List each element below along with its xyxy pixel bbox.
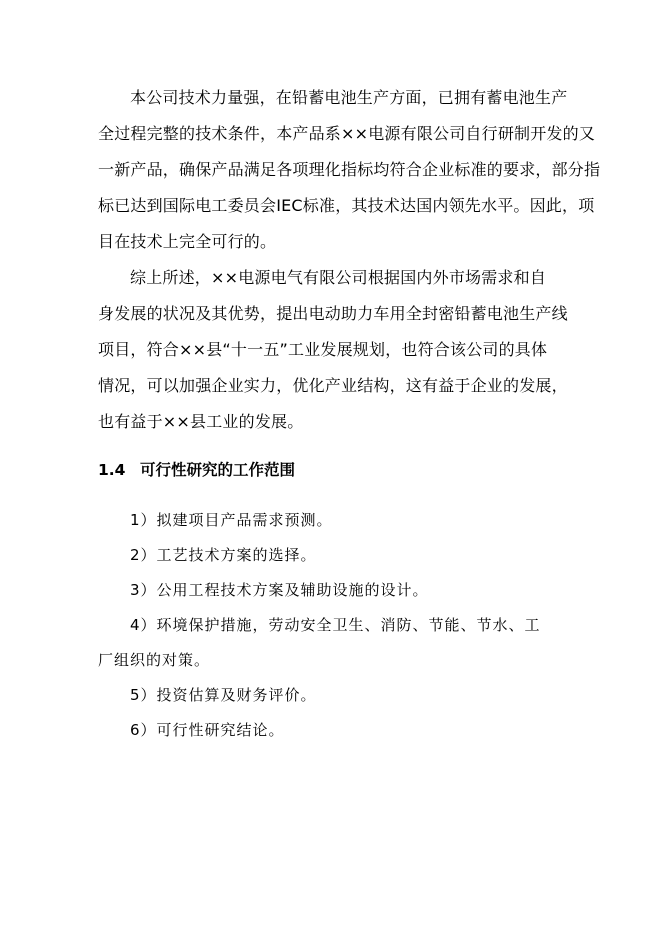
paragraph-1-line-5: 目在技术上完全可行的。 bbox=[98, 232, 277, 251]
paragraph-1-line-1: 本公司技术力量强，在铅蓄电池生产方面，已拥有蓄电池生产 bbox=[130, 88, 568, 107]
paragraph-1-line-4: 标已达到国际电工委员会IEC标准，其技术达国内领先水平。因此，项 bbox=[98, 196, 595, 215]
section-number: 1.4 bbox=[98, 461, 126, 479]
section-heading bbox=[98, 460, 295, 480]
paragraph-2-line-4: 情况，可以加强企业实力，优化产业结构，这有益于企业的发展， bbox=[98, 376, 568, 395]
list-item: 6）可行性研究结论。 bbox=[130, 721, 285, 739]
list-item: 2）工艺技术方案的选择。 bbox=[130, 546, 317, 564]
list-item: 5）投资估算及财务评价。 bbox=[130, 686, 317, 704]
paragraph-1-line-2: 全过程完整的技术条件，本产品系××电源有限公司自行研制开发的又 bbox=[98, 124, 596, 143]
paragraph-2-line-2: 身发展的状况及其优势，提出电动助力车用全封密铅蓄电池生产线 bbox=[98, 304, 568, 323]
list-item: 1）拟建项目产品需求预测。 bbox=[130, 511, 333, 529]
paragraph-2-line-3: 项目，符合××县“十一五”工业发展规划，也符合该公司的具体 bbox=[98, 340, 548, 359]
paragraph-1-line-3: 一新产品，确保产品满足各项理化指标均符合企业标准的要求，部分指 bbox=[98, 160, 601, 179]
section-title: 可行性研究的工作范围 bbox=[140, 461, 296, 479]
list-item: 3）公用工程技术方案及辅助设施的设计。 bbox=[130, 581, 429, 599]
paragraph-2-line-5: 也有益于××县工业的发展。 bbox=[98, 412, 304, 431]
list-item: 4）环境保护措施，劳动安全卫生、消防、节能、节水、工 bbox=[130, 616, 541, 634]
paragraph-2-line-1: 综上所述，××电源电气有限公司根据国内外市场需求和自 bbox=[130, 268, 547, 287]
list-item-continuation: 厂组织的对策。 bbox=[98, 651, 211, 669]
